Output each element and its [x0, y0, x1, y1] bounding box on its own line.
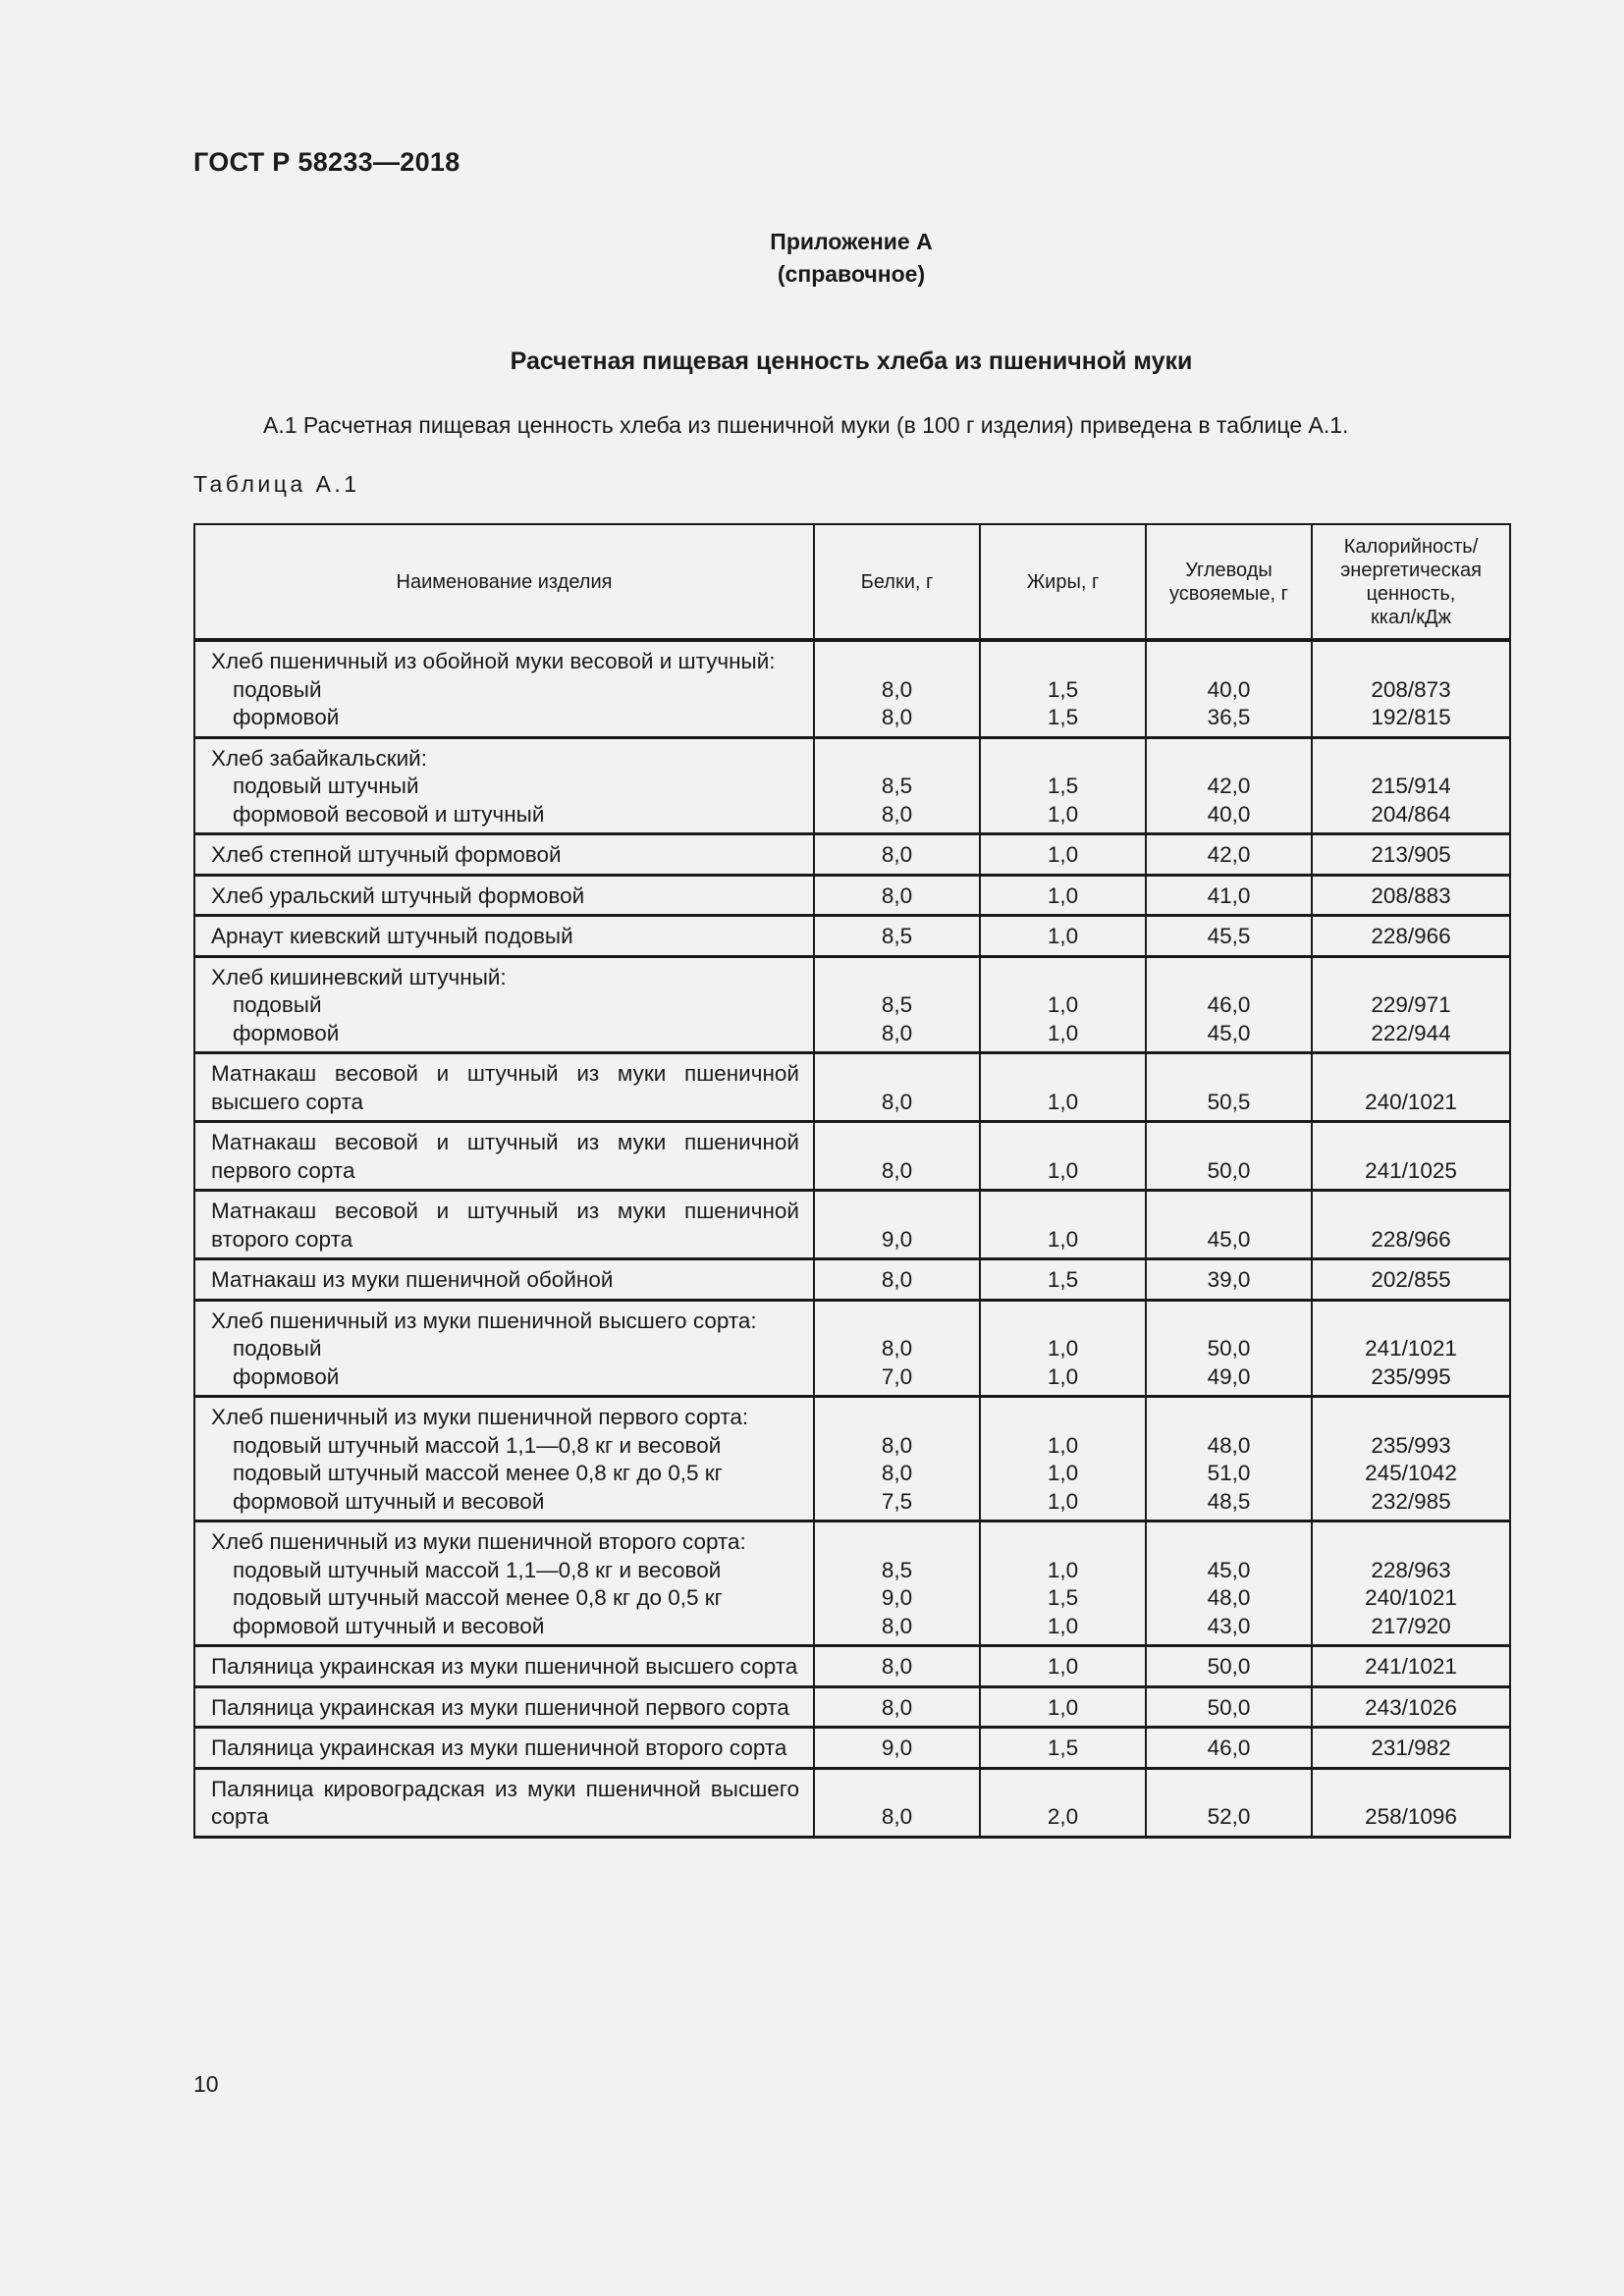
energy-value: 208/883	[1312, 875, 1510, 916]
fat-value: 1,0	[1047, 1336, 1079, 1361]
product-variant: подовый	[233, 676, 322, 702]
protein-value: 8,0	[814, 1646, 980, 1687]
fat-cell	[980, 1397, 1146, 1522]
product-name-cell: Паляница украинская из муки пшеничной второго сорта	[194, 1728, 814, 1769]
carbs-value: 46,0	[1207, 992, 1251, 1017]
product-variant: подовый штучный массой менее 0,8 кг до 0,5 кг	[233, 1585, 723, 1610]
fat-value: 1,5	[1047, 676, 1079, 702]
product-name-cell	[194, 640, 814, 737]
product-name-cell: Хлеб степной штучный формовой	[194, 834, 814, 876]
protein-value: 7,5	[881, 1488, 913, 1514]
fat-value: 1,0	[980, 1686, 1146, 1728]
appendix-type: (справочное)	[777, 261, 926, 287]
carbs-value: 46,0	[1146, 1728, 1312, 1769]
protein-value: 7,0	[881, 1363, 913, 1389]
table-row	[194, 1300, 1510, 1397]
energy-cell	[1312, 956, 1510, 1053]
product-name-cell	[194, 1300, 814, 1397]
energy-value: 229/971	[1371, 992, 1451, 1017]
carbs-value: 50,5	[1146, 1053, 1312, 1122]
carbs-cell	[1146, 737, 1312, 834]
header-energy-line: Калорийность/	[1343, 535, 1479, 558]
energy-value: 235/995	[1371, 1363, 1451, 1389]
protein-cell	[814, 1300, 980, 1397]
header-carbs	[1146, 524, 1312, 640]
fat-value: 1,0	[980, 1053, 1146, 1122]
energy-cell	[1312, 640, 1510, 737]
header-name: Наименование изделия	[194, 524, 814, 640]
product-name-cell: Хлеб уральский штучный формовой	[194, 875, 814, 916]
energy-value: 222/944	[1371, 1020, 1451, 1045]
fat-value: 1,0	[980, 1646, 1146, 1687]
carbs-value: 45,0	[1146, 1191, 1312, 1259]
carbs-value: 42,0	[1207, 774, 1251, 798]
product-variant: подовый штучный	[233, 774, 419, 798]
energy-value: 241/1021	[1365, 1336, 1457, 1361]
fat-value: 1,0	[1047, 1488, 1079, 1514]
protein-value: 8,0	[881, 1613, 913, 1638]
table-label: Таблица А.1	[193, 471, 360, 497]
protein-value: 8,0	[814, 1053, 980, 1122]
protein-cell	[814, 737, 980, 834]
energy-value: 215/914	[1371, 774, 1451, 798]
table-row	[194, 1522, 1510, 1646]
product-variant: подовый штучный массой 1,1—0,8 кг и весовой	[233, 1432, 722, 1458]
energy-value: 228/963	[1371, 1557, 1451, 1582]
fat-value: 1,0	[1047, 1613, 1079, 1638]
appendix-title: Приложение А	[770, 229, 933, 254]
carbs-value: 51,0	[1207, 1461, 1251, 1485]
energy-cell	[1312, 1397, 1510, 1522]
fat-cell	[980, 1522, 1146, 1646]
fat-value: 1,0	[980, 916, 1146, 957]
protein-value: 8,0	[881, 1461, 913, 1485]
product-variant: формовой	[233, 705, 340, 729]
carbs-value: 50,0	[1146, 1686, 1312, 1728]
product-group-name: Хлеб пшеничный из обойной муки весовой и штучный:	[211, 649, 776, 673]
product-name-cell: Матнакаш весовой и штучный из муки пшеничной второго сорта	[194, 1191, 814, 1259]
protein-value: 8,0	[881, 1432, 913, 1458]
header-energy	[1312, 524, 1510, 640]
protein-value: 8,0	[881, 801, 913, 827]
fat-value: 2,0	[980, 1768, 1146, 1837]
table-row	[194, 1259, 1510, 1301]
fat-cell	[980, 737, 1146, 834]
carbs-value: 40,0	[1207, 801, 1251, 827]
table-row	[194, 875, 1510, 916]
product-name-cell: Матнакаш из муки пшеничной обойной	[194, 1259, 814, 1301]
energy-value: 228/966	[1312, 916, 1510, 957]
fat-value: 1,5	[1047, 705, 1079, 729]
table-row	[194, 737, 1510, 834]
product-variant: подовый штучный массой 1,1—0,8 кг и весовой	[233, 1557, 722, 1582]
fat-value: 1,0	[980, 875, 1146, 916]
product-name-cell	[194, 956, 814, 1053]
carbs-value: 48,5	[1207, 1488, 1251, 1514]
header-energy-line: энергетическая	[1340, 559, 1482, 581]
fat-value: 1,5	[1047, 774, 1079, 798]
protein-value: 8,0	[814, 1259, 980, 1301]
header-carbs-line: усвояемые, г	[1169, 582, 1288, 605]
table-row	[194, 1646, 1510, 1687]
header-energy-line: ценность,	[1366, 582, 1456, 605]
header-carbs-line: Углеводы	[1185, 559, 1272, 581]
product-variant: подовый	[233, 992, 322, 1017]
protein-cell	[814, 1522, 980, 1646]
fat-value: 1,5	[980, 1259, 1146, 1301]
header-fat: Жиры, г	[980, 524, 1146, 640]
table-header-row	[194, 524, 1510, 640]
protein-value: 8,5	[881, 992, 913, 1017]
energy-value: 245/1042	[1365, 1461, 1457, 1485]
table-row	[194, 916, 1510, 957]
header-energy-line: ккал/кДж	[1371, 606, 1451, 628]
product-variant: формовой штучный и весовой	[233, 1488, 545, 1514]
document-code: ГОСТ Р 58233—2018	[193, 147, 460, 177]
carbs-cell	[1146, 956, 1312, 1053]
energy-value: 204/864	[1371, 801, 1451, 827]
header-protein: Белки, г	[814, 524, 980, 640]
fat-value: 1,0	[980, 1122, 1146, 1191]
product-name-cell: Матнакаш весовой и штучный из муки пшеничной первого сорта	[194, 1122, 814, 1191]
fat-value: 1,0	[1047, 1432, 1079, 1458]
fat-value: 1,0	[1047, 1020, 1079, 1045]
table-row	[194, 1728, 1510, 1769]
protein-value: 8,0	[881, 705, 913, 729]
fat-cell	[980, 640, 1146, 737]
carbs-cell	[1146, 640, 1312, 737]
product-variant: формовой	[233, 1363, 340, 1389]
carbs-cell	[1146, 1522, 1312, 1646]
fat-value: 1,0	[980, 1191, 1146, 1259]
nutrition-table	[193, 523, 1511, 1839]
energy-value: 232/985	[1371, 1488, 1451, 1514]
product-group-name: Хлеб пшеничный из муки пшеничной первого сорта:	[211, 1405, 749, 1429]
carbs-value: 45,0	[1207, 1557, 1251, 1582]
carbs-value: 48,0	[1207, 1432, 1251, 1458]
carbs-value: 48,0	[1207, 1585, 1251, 1610]
product-name-cell: Матнакаш весовой и штучный из муки пшеничной высшего сорта	[194, 1053, 814, 1122]
carbs-value: 50,0	[1146, 1122, 1312, 1191]
protein-value: 8,5	[881, 774, 913, 798]
protein-cell	[814, 956, 980, 1053]
energy-value: 241/1025	[1312, 1122, 1510, 1191]
product-group-name: Хлеб пшеничный из муки пшеничной высшего сорта:	[211, 1308, 757, 1333]
section-title: Расчетная пищевая ценность хлеба из пшеничной муки	[510, 347, 1193, 375]
table-row	[194, 640, 1510, 737]
product-name-cell: Арнаут киевский штучный подовый	[194, 916, 814, 957]
product-variant: формовой	[233, 1020, 340, 1045]
carbs-value: 45,0	[1207, 1020, 1251, 1045]
energy-value: 240/1021	[1365, 1585, 1457, 1610]
carbs-value: 50,0	[1207, 1336, 1251, 1361]
appendix-heading	[0, 226, 1624, 291]
carbs-value: 52,0	[1146, 1768, 1312, 1837]
table-row	[194, 1397, 1510, 1522]
protein-value: 9,0	[881, 1585, 913, 1610]
protein-value: 9,0	[814, 1728, 980, 1769]
fat-cell	[980, 1300, 1146, 1397]
protein-value: 8,0	[814, 875, 980, 916]
fat-value: 1,0	[1047, 1557, 1079, 1582]
fat-value: 1,5	[980, 1728, 1146, 1769]
table-row	[194, 1686, 1510, 1728]
table-row	[194, 1053, 1510, 1122]
protein-value: 8,0	[814, 1686, 980, 1728]
product-name-cell: Паляница украинская из муки пшеничной первого сорта	[194, 1686, 814, 1728]
product-variant: подовый штучный массой менее 0,8 кг до 0,5 кг	[233, 1461, 723, 1485]
product-name-cell	[194, 1522, 814, 1646]
energy-cell	[1312, 1300, 1510, 1397]
page-number: 10	[193, 2071, 219, 2097]
carbs-value: 41,0	[1146, 875, 1312, 916]
carbs-cell	[1146, 1300, 1312, 1397]
carbs-value: 43,0	[1207, 1613, 1251, 1638]
energy-value: 202/855	[1312, 1259, 1510, 1301]
product-name-cell	[194, 1397, 814, 1522]
protein-cell	[814, 1397, 980, 1522]
product-variant: подовый	[233, 1336, 322, 1361]
fat-value: 1,5	[1047, 1585, 1079, 1610]
fat-value: 1,0	[1047, 1363, 1079, 1389]
protein-value: 8,0	[814, 1122, 980, 1191]
table-row	[194, 1191, 1510, 1259]
product-name-cell	[194, 737, 814, 834]
carbs-value: 39,0	[1146, 1259, 1312, 1301]
fat-value: 1,0	[1047, 992, 1079, 1017]
energy-value: 258/1096	[1312, 1768, 1510, 1837]
protein-value: 9,0	[814, 1191, 980, 1259]
energy-value: 192/815	[1371, 705, 1451, 729]
protein-value: 8,0	[881, 1336, 913, 1361]
product-group-name: Хлеб кишиневский штучный:	[211, 964, 507, 989]
protein-cell	[814, 640, 980, 737]
protein-value: 8,0	[881, 1020, 913, 1045]
carbs-value: 49,0	[1207, 1363, 1251, 1389]
protein-value: 8,5	[881, 1557, 913, 1582]
energy-value: 213/905	[1312, 834, 1510, 876]
energy-value: 217/920	[1371, 1613, 1451, 1638]
energy-value: 208/873	[1371, 676, 1451, 702]
product-variant: формовой штучный и весовой	[233, 1613, 545, 1638]
fat-cell	[980, 956, 1146, 1053]
table-row	[194, 834, 1510, 876]
table-row	[194, 1768, 1510, 1837]
fat-value: 1,0	[980, 834, 1146, 876]
energy-value: 231/982	[1312, 1728, 1510, 1769]
energy-value: 228/966	[1312, 1191, 1510, 1259]
carbs-value: 42,0	[1146, 834, 1312, 876]
energy-value: 243/1026	[1312, 1686, 1510, 1728]
protein-value: 8,0	[881, 676, 913, 702]
carbs-value: 45,5	[1146, 916, 1312, 957]
protein-value: 8,5	[814, 916, 980, 957]
intro-paragraph: А.1 Расчетная пищевая ценность хлеба из пшеничной муки (в 100 г изделия) приведена в таблице А.1.	[263, 412, 1349, 438]
energy-cell	[1312, 737, 1510, 834]
fat-value: 1,0	[1047, 1461, 1079, 1485]
energy-value: 241/1021	[1312, 1646, 1510, 1687]
carbs-value: 36,5	[1207, 705, 1251, 729]
product-name-cell: Паляница кировоградская из муки пшеничной высшего сорта	[194, 1768, 814, 1837]
carbs-cell	[1146, 1397, 1312, 1522]
table-row	[194, 1122, 1510, 1191]
product-variant: формовой весовой и штучный	[233, 801, 545, 827]
product-name-cell: Паляница украинская из муки пшеничной высшего сорта	[194, 1646, 814, 1687]
energy-cell	[1312, 1522, 1510, 1646]
energy-value: 235/993	[1371, 1432, 1451, 1458]
carbs-value: 40,0	[1207, 676, 1251, 702]
carbs-value: 50,0	[1146, 1646, 1312, 1687]
table-row	[194, 956, 1510, 1053]
fat-value: 1,0	[1047, 801, 1079, 827]
energy-value: 240/1021	[1312, 1053, 1510, 1122]
product-group-name: Хлеб пшеничный из муки пшеничной второго сорта:	[211, 1529, 746, 1554]
product-group-name: Хлеб забайкальский:	[211, 745, 428, 771]
protein-value: 8,0	[814, 1768, 980, 1837]
protein-value: 8,0	[814, 834, 980, 876]
